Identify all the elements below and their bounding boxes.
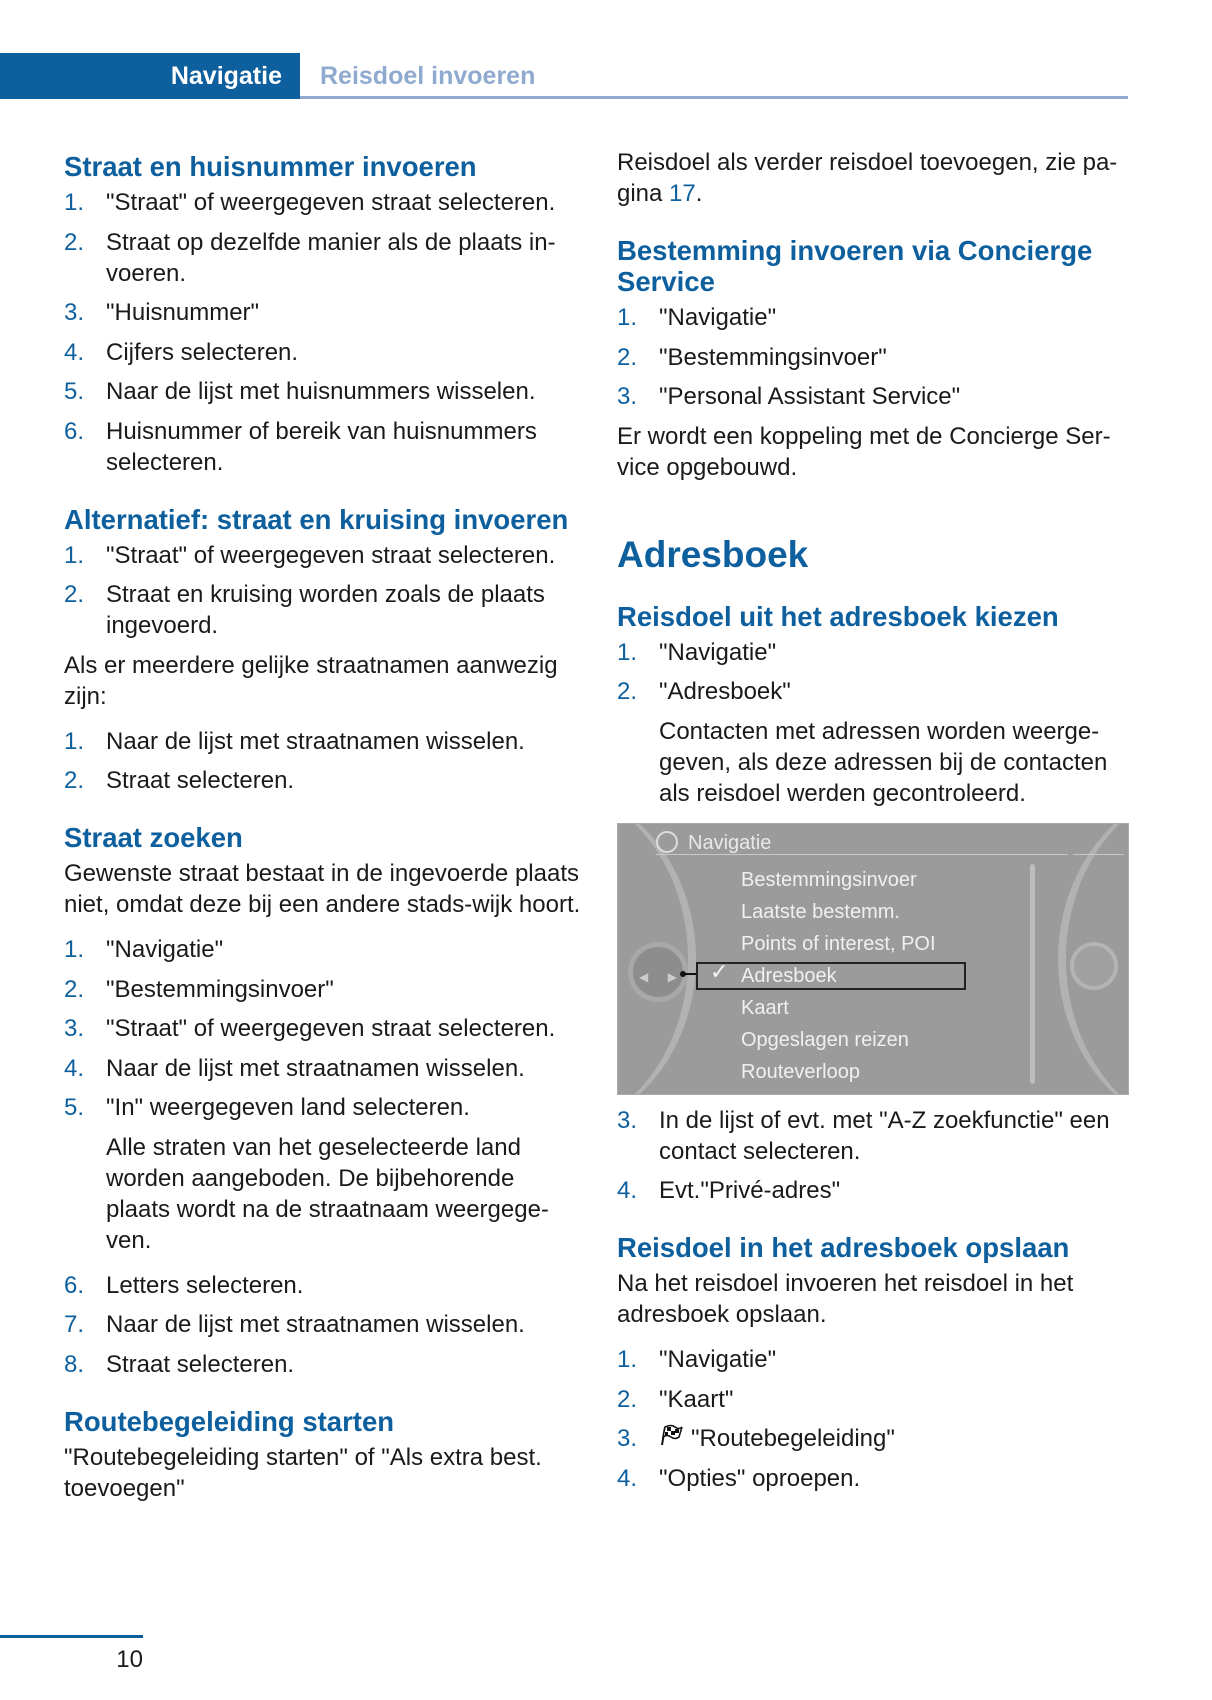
list-item: 3. "Routebegeleiding" <box>617 1425 895 1452</box>
list-item: 3. In de lijst of evt. met "A-Z zoekfunctie" een contact selecteren. <box>617 1106 1110 1165</box>
title-divider <box>1073 854 1124 855</box>
paragraph: Als er meerdere gelijke straatnamen aanwezig zijn: <box>64 651 558 710</box>
list-item: 6. Letters selecteren. <box>64 1271 304 1299</box>
paragraph: "Routebegeleiding starten" of "Als extra best. toevoegen" <box>64 1443 542 1502</box>
list-item: 5. "In" weergegeven land selecteren. <box>64 1094 470 1121</box>
heading-choose-from-addressbook: Reisdoel uit het adresboek kiezen <box>617 600 1059 632</box>
paragraph: Er wordt een koppeling met de Concierge Ser-vice opgebouwd. <box>617 422 1111 481</box>
list-item: 4. Cijfers selecteren. <box>64 338 299 366</box>
list-item: 2. Straat selecteren. <box>64 767 295 794</box>
steps-list <box>617 637 1132 708</box>
menu-item[interactable]: Routeverloop <box>741 1060 860 1083</box>
list-item: 5. Naar de lijst met huisnummers wisselen. <box>64 378 536 405</box>
heading-save-in-addressbook: Reisdoel in het adresboek opslaan <box>617 1232 1070 1263</box>
list-item: 3. "Huisnummer" <box>64 299 260 326</box>
screen-title: Navigatie <box>688 831 772 854</box>
paragraph: Na het reisdoel invoeren het reisdoel in het adresboek opslaan. <box>617 1270 1074 1328</box>
idrive-screenshot <box>617 823 1129 1095</box>
checkered-flag-icon <box>659 1423 683 1454</box>
list-item: 1. "Navigatie" <box>617 304 777 331</box>
title-divider <box>656 854 1068 855</box>
list-item: 4. "Opties" oproepen. <box>617 1464 861 1492</box>
heading-start-guidance: Routebegeleiding starten <box>64 1405 395 1437</box>
heading-concierge: Bestemming invoeren via Concierge Service <box>617 235 1093 297</box>
menu-item[interactable]: Kaart <box>741 996 789 1019</box>
menu-item[interactable]: Laatste bestemm. <box>741 900 900 923</box>
list-item: 1. Naar de lijst met straatnamen wisselen. <box>64 727 525 755</box>
checkmark-icon: ✓ <box>710 958 729 984</box>
list-item: 3. "Personal Assistant Service" <box>617 383 961 410</box>
steps-list <box>64 187 584 478</box>
note: Alle straten van het geselecteerde land worden aangeboden. De bijbehorende plaats wordt na de straatnaam weergege-ven. <box>106 1133 549 1254</box>
list-item: 2. "Adresboek" <box>617 678 791 705</box>
steps-list <box>617 302 1132 412</box>
header-chapter: Navigatie <box>170 62 282 90</box>
navigation-icon <box>656 831 678 853</box>
menu-item[interactable]: Bestemmingsinvoer <box>741 868 917 891</box>
note: Contacten met adressen worden weerge-geven, als deze adressen bij de contacten als reisdoel werden gecontroleerd. <box>659 717 1108 807</box>
paragraph: Reisdoel als verder reisdoel toevoegen, zie pa-gina 17. <box>617 149 1118 207</box>
paragraph: Gewenste straat bestaat in de ingevoerde plaats niet, omdat deze bij een andere stads-wijk hoort. <box>64 860 581 918</box>
steps-list <box>64 1270 584 1380</box>
heading-street-intersection: Alternatief: straat en kruising invoeren <box>64 503 569 535</box>
steps-list <box>617 1344 1132 1494</box>
page-number: 10 <box>116 1646 143 1673</box>
heading-street-housenumber: Straat en huisnummer invoeren <box>64 151 477 182</box>
list-item: 2. "Kaart" <box>617 1385 734 1413</box>
list-item: 2. Straat en kruising worden zoals de plaats ingevoerd. <box>64 581 545 639</box>
header-section: Reisdoel invoeren <box>320 62 536 90</box>
steps-list <box>617 1105 1132 1207</box>
list-item: 4. Naar de lijst met straatnamen wisselen. <box>64 1054 525 1082</box>
list-item: 2. "Bestemmingsinvoer" <box>617 343 887 371</box>
list-item: 2. "Bestemmingsinvoer" <box>64 975 334 1003</box>
list-item: 8. Straat selecteren. <box>64 1350 295 1378</box>
menu-list <box>741 864 936 1088</box>
right-column <box>617 147 1132 1502</box>
page-link[interactable]: 17 <box>669 180 696 207</box>
list-item: 2. Straat op dezelfde manier als de plaats in-voeren. <box>64 228 556 287</box>
list-item: 6. Huisnummer of bereik van huisnummers selecteren. <box>64 417 537 476</box>
controller-knob-icon: ◀ ▶ <box>628 942 688 1002</box>
scrollbar[interactable] <box>1030 864 1035 1084</box>
steps-list <box>64 726 584 797</box>
menu-item[interactable]: Opgeslagen reizen <box>741 1028 909 1051</box>
chapter-title: Adresboek <box>617 533 809 575</box>
list-item: 3. "Straat" of weergegeven straat selecteren. <box>64 1015 556 1042</box>
steps-list <box>64 540 584 642</box>
list-item: 1. "Straat" of weergegeven straat selecteren. <box>64 189 556 216</box>
list-item: 1. "Navigatie" <box>617 1346 777 1373</box>
pointer-line <box>684 973 696 975</box>
list-item: 7. Naar de lijst met straatnamen wisselen. <box>64 1311 525 1338</box>
list-item: 1. "Straat" of weergegeven straat selecteren. <box>64 541 556 569</box>
list-item: 4. Evt."Privé-adres" <box>617 1177 841 1204</box>
footer-line <box>0 1635 143 1638</box>
heading-search-street: Straat zoeken <box>64 822 243 853</box>
menu-item[interactable]: Points of interest, POI <box>741 932 936 955</box>
left-column <box>64 147 584 1512</box>
menu-item-selected[interactable]: Adresboek <box>741 964 837 987</box>
list-item: 1. "Navigatie" <box>617 638 777 666</box>
navigation-button-icon <box>1070 942 1118 990</box>
steps-list <box>64 934 584 1123</box>
list-item: 1. "Navigatie" <box>64 936 224 963</box>
